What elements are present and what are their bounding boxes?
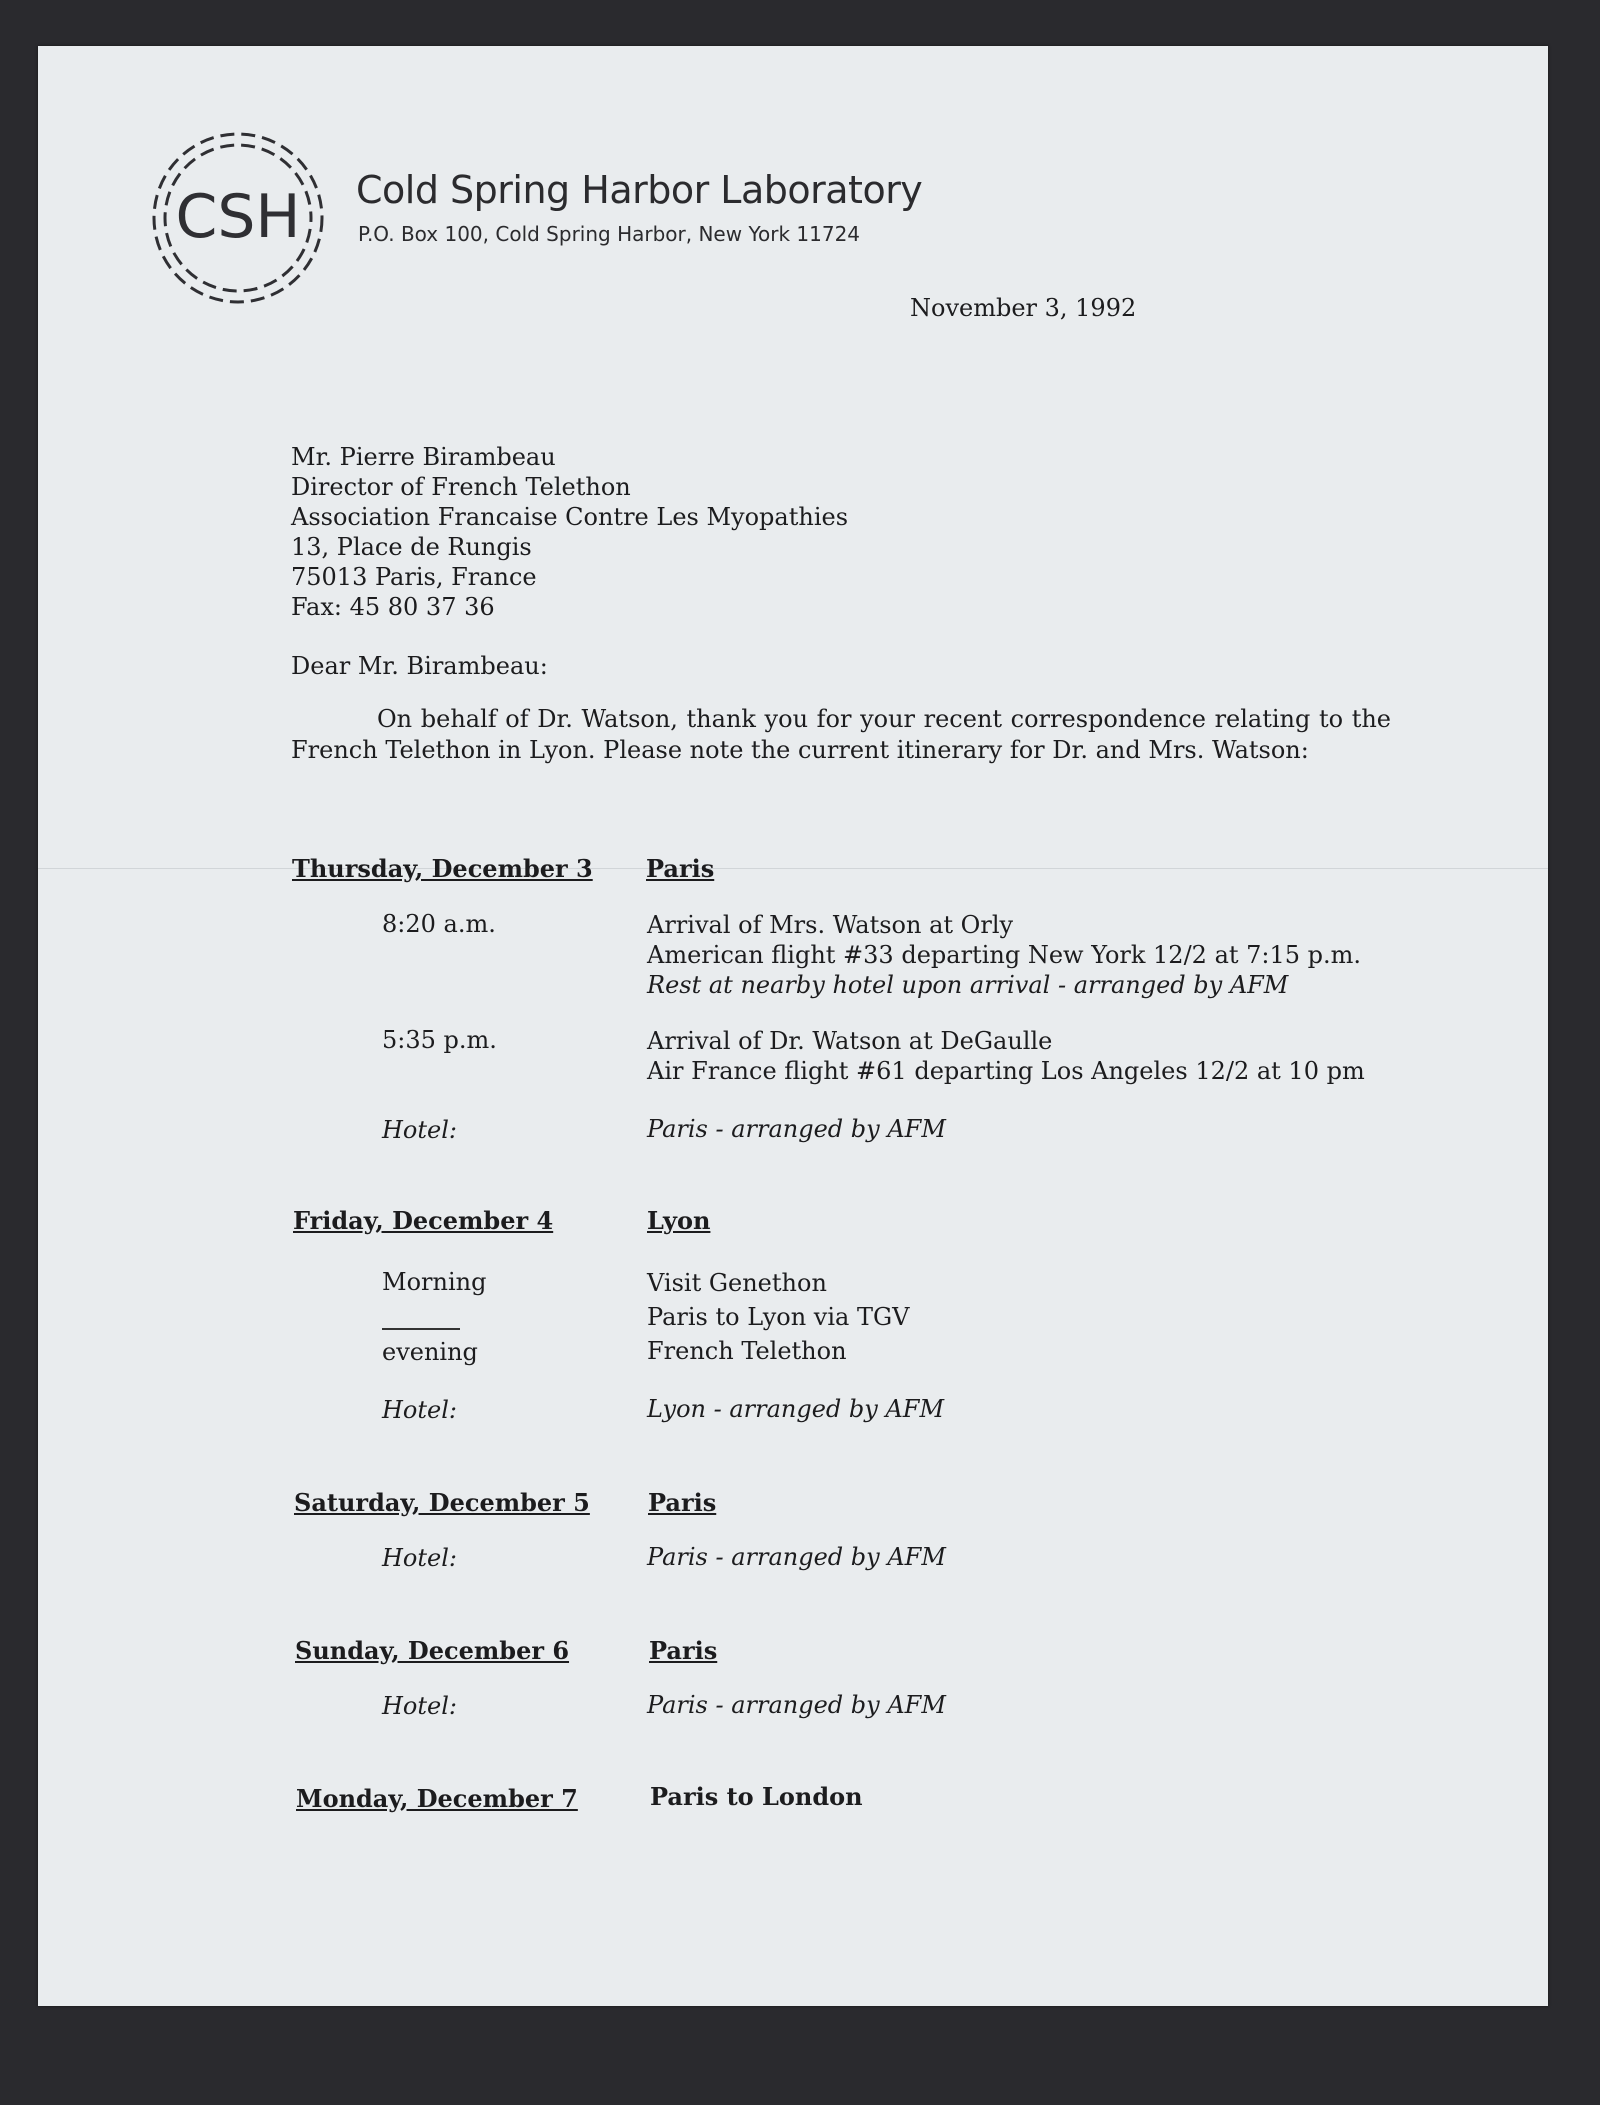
detail-line: Paris to Lyon via TGV xyxy=(647,1303,910,1331)
time-friday-2: evening xyxy=(382,1338,478,1366)
city-saturday: Paris xyxy=(648,1488,717,1517)
day-heading-saturday: Saturday, December 5 xyxy=(294,1488,590,1517)
recipient-fax: Fax: 45 80 37 36 xyxy=(291,593,495,621)
organization-address: P.O. Box 100, Cold Spring Harbor, New York 11724 xyxy=(358,222,861,246)
day-heading-sunday: Sunday, December 6 xyxy=(295,1636,570,1665)
city-friday: Lyon xyxy=(647,1206,711,1235)
day-heading-monday: Monday, December 7 xyxy=(296,1784,578,1813)
time-thursday-2: 5:35 p.m. xyxy=(382,1026,497,1054)
city-thursday: Paris xyxy=(646,854,715,883)
recipient-street: 13, Place de Rungis xyxy=(291,533,532,561)
letter-page xyxy=(38,46,1548,2006)
detail-line: Visit Genethon xyxy=(647,1269,827,1297)
detail-thursday-2 xyxy=(647,1026,1365,1086)
salutation: Dear Mr. Birambeau: xyxy=(291,652,548,680)
recipient-address xyxy=(291,442,848,622)
hotel-label-friday: Hotel: xyxy=(382,1396,457,1424)
detail-line: American flight #33 departing New York 12/2 at 7:15 p.m. xyxy=(647,941,1362,969)
time-thursday-1: 8:20 a.m. xyxy=(382,910,496,938)
detail-friday-2: French Telethon xyxy=(647,1337,847,1365)
hotel-label-sunday: Hotel: xyxy=(382,1692,457,1720)
hotel-saturday: Paris - arranged by AFM xyxy=(647,1543,946,1571)
blank-underline xyxy=(382,1328,460,1330)
hotel-label-saturday: Hotel: xyxy=(382,1544,457,1572)
recipient-name: Mr. Pierre Birambeau xyxy=(291,443,556,471)
detail-line: Rest at nearby hotel upon arrival - arranged by AFM xyxy=(647,971,1289,999)
time-friday-1: Morning xyxy=(382,1268,487,1296)
recipient-city: 75013 Paris, France xyxy=(291,563,537,591)
recipient-organization: Association Francaise Contre Les Myopathies xyxy=(291,503,849,531)
city-sunday: Paris xyxy=(649,1636,718,1665)
hotel-sunday: Paris - arranged by AFM xyxy=(647,1691,946,1719)
hotel-label-thursday: Hotel: xyxy=(382,1116,457,1144)
detail-thursday-1 xyxy=(647,910,1361,1000)
detail-line: Arrival of Dr. Watson at DeGaulle xyxy=(647,1027,1053,1055)
city-monday: Paris to London xyxy=(650,1782,863,1811)
day-heading-friday: Friday, December 4 xyxy=(293,1206,554,1235)
detail-line: Arrival of Mrs. Watson at Orly xyxy=(647,911,1014,939)
fold-line xyxy=(38,868,1548,869)
body-text: On behalf of Dr. Watson, thank you for your recent correspondence relating to the French Telethon in Lyon. Please note the current itinerary for Dr. and Mrs. Watson: xyxy=(291,705,1391,764)
body-paragraph xyxy=(291,704,1391,766)
detail-friday-1 xyxy=(647,1266,910,1334)
organization-name: Cold Spring Harbor Laboratory xyxy=(356,168,923,212)
recipient-title: Director of French Telethon xyxy=(291,473,631,501)
hotel-thursday: Paris - arranged by AFM xyxy=(647,1115,946,1143)
day-heading-thursday: Thursday, December 3 xyxy=(292,854,593,883)
hotel-friday: Lyon - arranged by AFM xyxy=(647,1395,945,1423)
detail-line: Air France flight #61 departing Los Angeles 12/2 at 10 pm xyxy=(647,1057,1365,1085)
csh-helix-logo xyxy=(138,118,338,318)
logo-monogram: CSH xyxy=(175,182,301,252)
letter-date: November 3, 1992 xyxy=(910,294,1137,322)
